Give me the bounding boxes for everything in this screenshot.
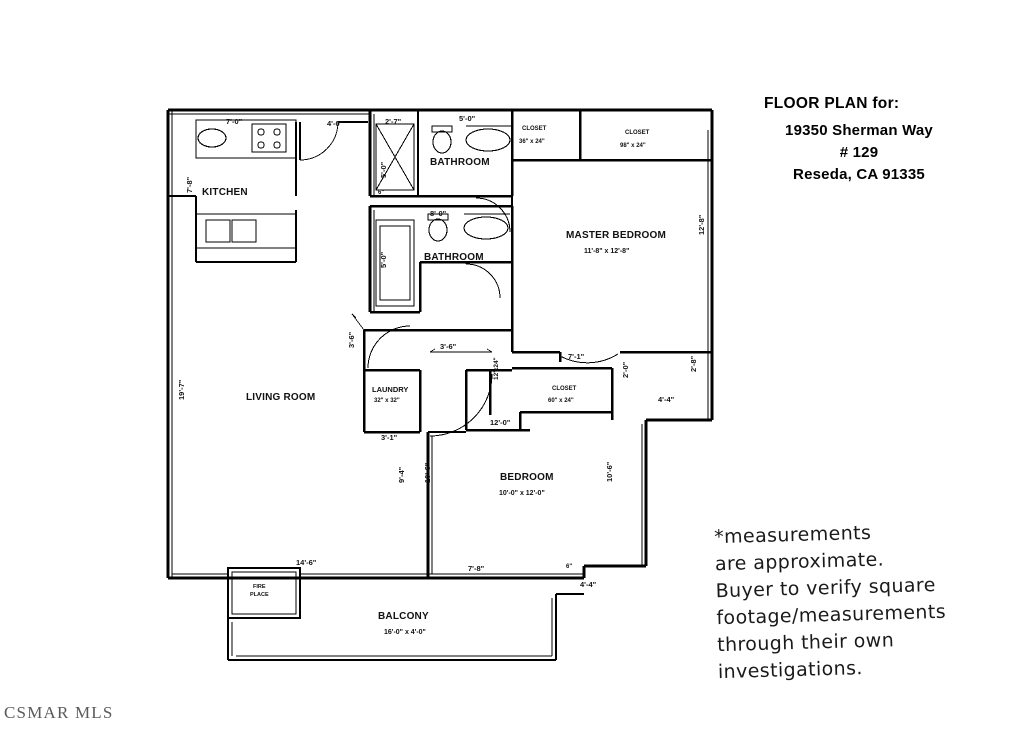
dim-bath1-small: 6": [378, 190, 385, 196]
dim-hall-diag: 3'-6": [347, 331, 356, 348]
dim-laundry-bottom: 3'-1": [381, 433, 398, 442]
dim-bath1-top: 5'-0": [459, 114, 476, 123]
dim-closet-bottom: 12'-0": [490, 418, 511, 427]
mls-watermark: CSMAR MLS: [4, 703, 114, 722]
room-label-bathroom-1: BATHROOM: [430, 157, 490, 168]
note-line-2: are approximate.: [714, 548, 885, 576]
title-address-line-2: # 129: [839, 144, 879, 161]
dim-balcony-top: 14'-6": [296, 558, 317, 567]
dim-kitchen-door: 4'-0": [327, 119, 344, 128]
dim-kitchen-top: 7'-0": [226, 117, 243, 126]
dim-bath2-left: 5'-0": [379, 251, 388, 268]
dim-bath2-top: 8'-0": [430, 209, 447, 218]
dim-bedroom-right: 10'-6": [605, 461, 614, 482]
dim-kitchen-left: 7'-8": [185, 176, 194, 193]
dim-bedroom-bottom-small: 6": [566, 564, 573, 570]
room-dim-master-bedroom: 11'-8" x 12'-8": [584, 248, 630, 255]
room-label-living-room: LIVING ROOM: [246, 392, 316, 403]
note-line-5: through their own: [716, 629, 895, 657]
dim-bedroom-left: 9'-4": [397, 466, 406, 483]
room-label-kitchen: KITCHEN: [202, 187, 248, 198]
dim-bedroom-bottom: 7'-8": [468, 564, 485, 573]
fireplace-label-line1: FIRE: [253, 584, 266, 590]
room-dim-laundry: 32" x 32": [374, 398, 400, 404]
room-label-balcony: BALCONY: [378, 611, 429, 622]
note-line-3: Buyer to verify square: [715, 573, 937, 603]
room-dim-bedroom: 10'-0" x 12'-0": [499, 490, 545, 497]
dim-bedroom-doorway: 7'-1": [568, 352, 585, 361]
title-heading: FLOOR PLAN for:: [764, 95, 900, 112]
room-label-laundry: LAUNDRY: [372, 385, 409, 394]
dim-living-left: 19'-7": [177, 379, 186, 400]
room-label-bathroom-2: BATHROOM: [424, 252, 484, 263]
room-label-master-bedroom: MASTER BEDROOM: [566, 230, 667, 241]
dim-closet-side: 12'x24": [493, 357, 500, 380]
room-label-closet-1: CLOSET: [522, 126, 547, 132]
room-label-bedroom: BEDROOM: [500, 472, 554, 483]
title-block: [764, 95, 1004, 188]
room-label-closet-2: CLOSET: [625, 130, 650, 136]
dim-bedroom-bottom2: 4'-4": [580, 580, 597, 589]
title-address-line-1: 19350 Sherman Way: [785, 122, 933, 139]
dim-closet-right: 2'-8": [689, 355, 698, 372]
dim-master-right: 12'-8": [697, 214, 706, 235]
title-address-line-3: Reseda, CA 91335: [793, 166, 925, 183]
note-line-4: footage/measurements: [716, 600, 947, 630]
room-label-closet-3: CLOSET: [552, 386, 577, 392]
fireplace-label-line2: PLACE: [250, 592, 269, 598]
room-dim-closet-1: 36" x 24": [519, 139, 545, 145]
room-dim-balcony: 16'-0" x 4'-0": [384, 629, 426, 636]
handwritten-disclaimer-note: [714, 516, 1018, 686]
dim-hall-span: 3'-6": [440, 342, 457, 351]
room-dim-closet-3: 60" x 24": [548, 398, 574, 404]
dim-closet-depth: 2'-0": [621, 361, 630, 378]
room-dim-closet-2: 98" x 24": [620, 143, 646, 149]
dim-closet-right2: 4'-4": [658, 395, 675, 404]
dim-hall-top: 2'-7": [385, 117, 402, 126]
dim-bedroom-left2: 10'-6": [423, 462, 432, 483]
note-line-1: *measurements: [713, 521, 872, 549]
dim-bath1-left: 5'-0": [379, 161, 388, 178]
note-line-6: investigations.: [717, 656, 864, 684]
